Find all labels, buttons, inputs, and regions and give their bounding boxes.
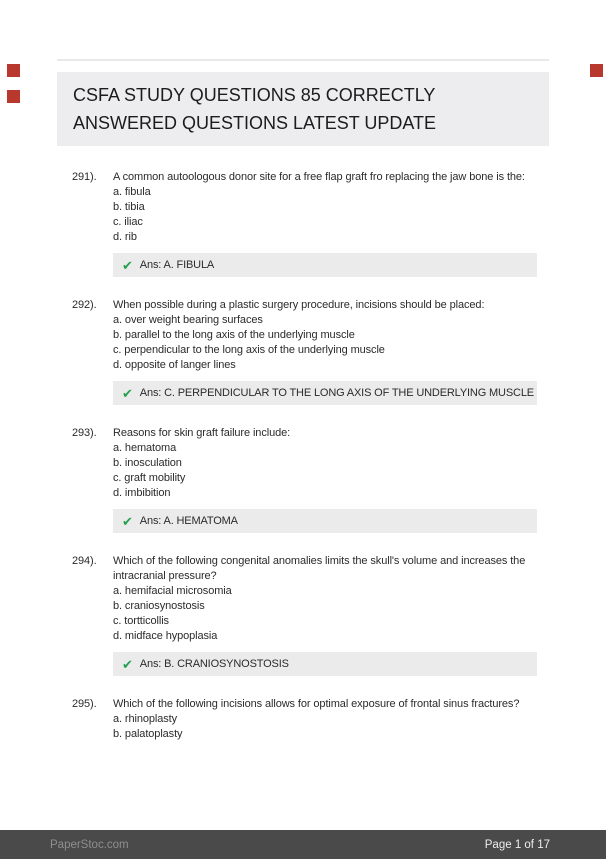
question-block-294 bbox=[57, 554, 549, 676]
question-list bbox=[57, 170, 549, 742]
question-text: Reasons for skin graft failure include: bbox=[113, 427, 291, 439]
answer-banner bbox=[113, 381, 537, 405]
answer-text: Ans: A. HEMATOMA bbox=[139, 514, 238, 527]
option-item: d. midface hypoplasia bbox=[113, 630, 218, 642]
answer-text: Ans: C. PERPENDICULAR TO THE LONG AXIS OF THE UNDERLYING MUSCLE bbox=[139, 386, 534, 399]
option-item: c. tortticollis bbox=[113, 615, 169, 627]
footer-bar bbox=[0, 830, 606, 859]
question-number: 294). bbox=[72, 555, 97, 567]
answer-banner bbox=[113, 652, 537, 676]
question-block-291 bbox=[57, 170, 549, 277]
option-item: a. fibula bbox=[113, 186, 151, 198]
answer-banner bbox=[113, 253, 537, 277]
check-icon: ✔ bbox=[122, 656, 133, 672]
option-item: a. rhinoplasty bbox=[113, 713, 178, 725]
question-text: A common autoologous donor site for a free flap graft fro replacing the jaw bone is the: bbox=[113, 171, 525, 183]
option-item: b. tibia bbox=[113, 201, 145, 213]
check-icon: ✔ bbox=[122, 513, 133, 529]
document-page bbox=[57, 59, 549, 742]
question-text: Which of the following incisions allows for optimal exposure of frontal sinus fractures? bbox=[113, 698, 520, 710]
question-text: intracranial pressure? bbox=[113, 570, 217, 582]
question-block-292 bbox=[57, 298, 549, 405]
corner-mark-left bbox=[7, 90, 20, 103]
footer-watermark: PaperStoc.com bbox=[50, 838, 129, 851]
page-indicator: Page 1 of 17 bbox=[484, 838, 550, 851]
option-item: c. graft mobility bbox=[113, 472, 186, 484]
option-item: a. hematoma bbox=[113, 442, 177, 454]
option-item: a. hemifacial microsomia bbox=[113, 585, 232, 597]
question-number: 292). bbox=[72, 299, 97, 311]
check-icon: ✔ bbox=[122, 385, 133, 401]
option-item: c. iliac bbox=[113, 216, 143, 228]
check-icon: ✔ bbox=[122, 257, 133, 273]
option-item: a. over weight bearing surfaces bbox=[113, 314, 263, 326]
question-text: When possible during a plastic surgery procedure, incisions should be placed: bbox=[113, 299, 485, 311]
question-text: Which of the following congenital anomalies limits the skull's volume and increases the bbox=[113, 555, 526, 567]
question-number: 291). bbox=[72, 171, 97, 183]
document-title-line1: CSFA STUDY QUESTIONS 85 CORRECTLY bbox=[73, 85, 436, 105]
option-item: d. opposite of langer lines bbox=[113, 359, 236, 371]
corner-mark-top-left bbox=[7, 64, 20, 77]
option-item: b. palatoplasty bbox=[113, 728, 183, 740]
title-top-rule bbox=[57, 59, 549, 61]
option-item: c. perpendicular to the long axis of the underlying muscle bbox=[113, 344, 385, 356]
question-number: 293). bbox=[72, 427, 97, 439]
question-block-293 bbox=[57, 426, 549, 533]
answer-text: Ans: B. CRANIOSYNOSTOSIS bbox=[139, 657, 289, 670]
option-item: b. craniosynostosis bbox=[113, 600, 205, 612]
answer-text: Ans: A. FIBULA bbox=[139, 258, 215, 271]
document-title bbox=[57, 72, 549, 146]
option-item: d. rib bbox=[113, 231, 137, 243]
option-item: d. imbibition bbox=[113, 487, 171, 499]
corner-mark-top-right bbox=[590, 64, 603, 77]
question-number: 295). bbox=[72, 698, 97, 710]
answer-banner bbox=[113, 509, 537, 533]
question-block-295 bbox=[57, 697, 549, 742]
option-item: b. inosculation bbox=[113, 457, 182, 469]
document-title-line2: ANSWERED QUESTIONS LATEST UPDATE bbox=[73, 113, 437, 133]
option-item: b. parallel to the long axis of the underlying muscle bbox=[113, 329, 355, 341]
